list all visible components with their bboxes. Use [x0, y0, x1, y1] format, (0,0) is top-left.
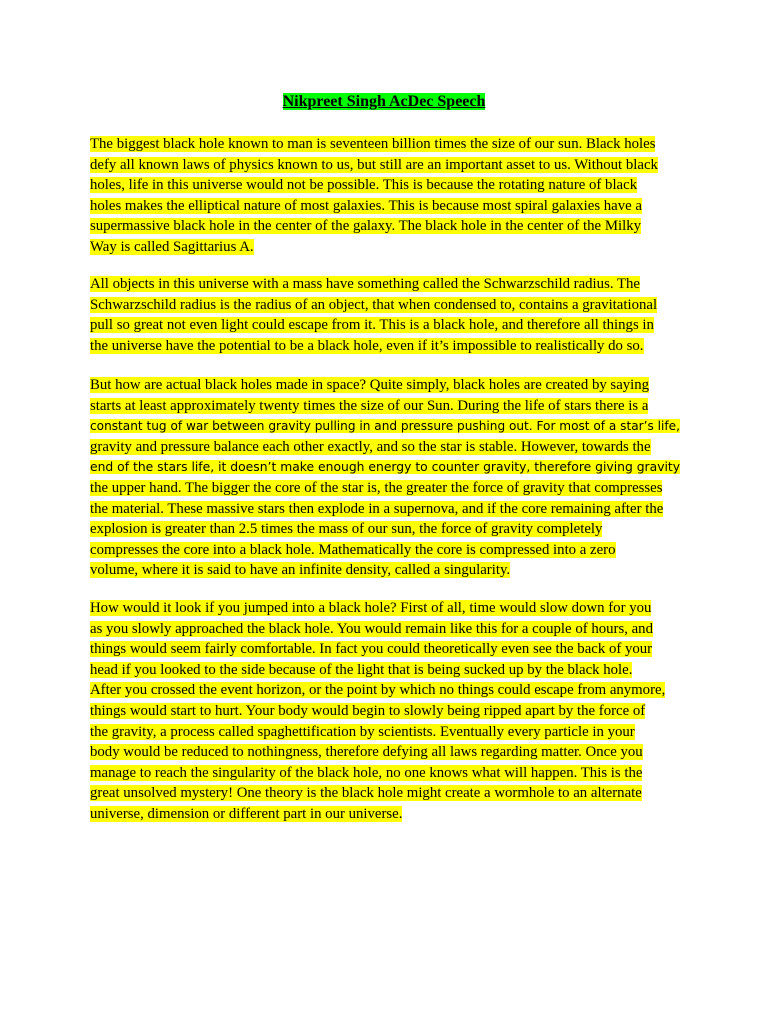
document-title: Nikpreet Singh AcDec Speech [282, 93, 486, 110]
paragraph-line: holes makes the elliptical nature of most galaxies. This is because most spiral galaxies have a [90, 197, 642, 214]
paragraph-line: All objects in this universe with a mass have something called the Schwarzschild radius. The [90, 276, 640, 292]
paragraph-line: things would seem fairly comfortable. In fact you could theoretically even see the back of your [90, 641, 653, 658]
paragraph-line: gravity and pressure balance each other exactly, and so the star is stable. However, towards the [90, 438, 651, 455]
paragraph-line: the upper hand. The bigger the core of the star is, the greater the force of gravity that compresses [90, 479, 663, 496]
paragraph-line: defy all known laws of physics known to us, but still are an important asset to us. Without black [90, 156, 658, 173]
paragraph-line: After you crossed the event horizon, or the point by which no things could escape from anymore, [90, 682, 666, 699]
paragraph-line: head if you looked to the side because of the light that is being sucked up by the black hole. [90, 661, 633, 678]
paragraph-line: things would start to hurt. Your body would begin to slowly being ripped apart by the force of [90, 702, 646, 719]
paragraph-1 [90, 134, 680, 258]
paragraph-line: supermassive black hole in the center of the galaxy. The black hole in the center of the Milky [90, 218, 641, 235]
paragraph-2 [90, 274, 680, 356]
paragraph-line: the gravity, a process called spaghettification by scientists. Eventually every particle in your [90, 723, 635, 740]
paragraph-line: But how are actual black holes made in space? Quite simply, black holes are created by saying [90, 377, 650, 393]
paragraph-line: universe, dimension or different part in our universe. [90, 805, 403, 822]
paragraph-line: Way is called Sagittarius A. [90, 238, 254, 255]
paragraph-line: How would it look if you jumped into a black hole? First of all, time would slow down for you [90, 600, 652, 616]
paragraph-line: constant tug of war between gravity pulling in and pressure pushing out. For most of a star’s life, [90, 419, 680, 434]
paragraph-4 [90, 598, 680, 825]
paragraph-line: explosion is greater than 2.5 times the mass of our sun, the force of gravity completely [90, 521, 603, 538]
paragraph-line: the universe have the potential to be a black hole, even if it’s impossible to realistically do so. [90, 337, 644, 354]
paragraph-line: great unsolved mystery! One theory is the black hole might create a wormhole to an alternate [90, 785, 642, 802]
paragraph-line: pull so great not even light could escape from it. This is a black hole, and therefore all things in [90, 317, 654, 334]
paragraph-line: Schwarzschild radius is the radius of an object, that when condensed to, contains a gravitational [90, 296, 658, 313]
paragraph-3 [90, 375, 680, 581]
paragraph-line: end of the stars life, it doesn’t make enough energy to counter gravity, therefore giving gravity [90, 460, 681, 475]
paragraph-line: starts at least approximately twenty times the size of our Sun. During the life of stars there is a [90, 397, 649, 414]
paragraph-line: The biggest black hole known to man is seventeen billion times the size of our sun. Black holes [90, 136, 656, 152]
paragraph-line: volume, where it is said to have an infinite density, called a singularity. [90, 562, 511, 579]
paragraph-line: the material. These massive stars then explode in a supernova, and if the core remaining after the [90, 500, 664, 517]
paragraph-line: body would be reduced to nothingness, therefore defying all laws regarding matter. Once you [90, 744, 643, 761]
paragraph-line: compresses the core into a black hole. Mathematically the core is compressed into a zero [90, 541, 616, 558]
paragraph-line: manage to reach the singularity of the black hole, no one knows what will happen. This is the [90, 764, 643, 781]
paragraph-line: as you slowly approached the black hole. You would remain like this for a couple of hours, and [90, 620, 653, 637]
paragraph-line: holes, life in this universe would not be possible. This is because the rotating nature of black [90, 177, 638, 194]
